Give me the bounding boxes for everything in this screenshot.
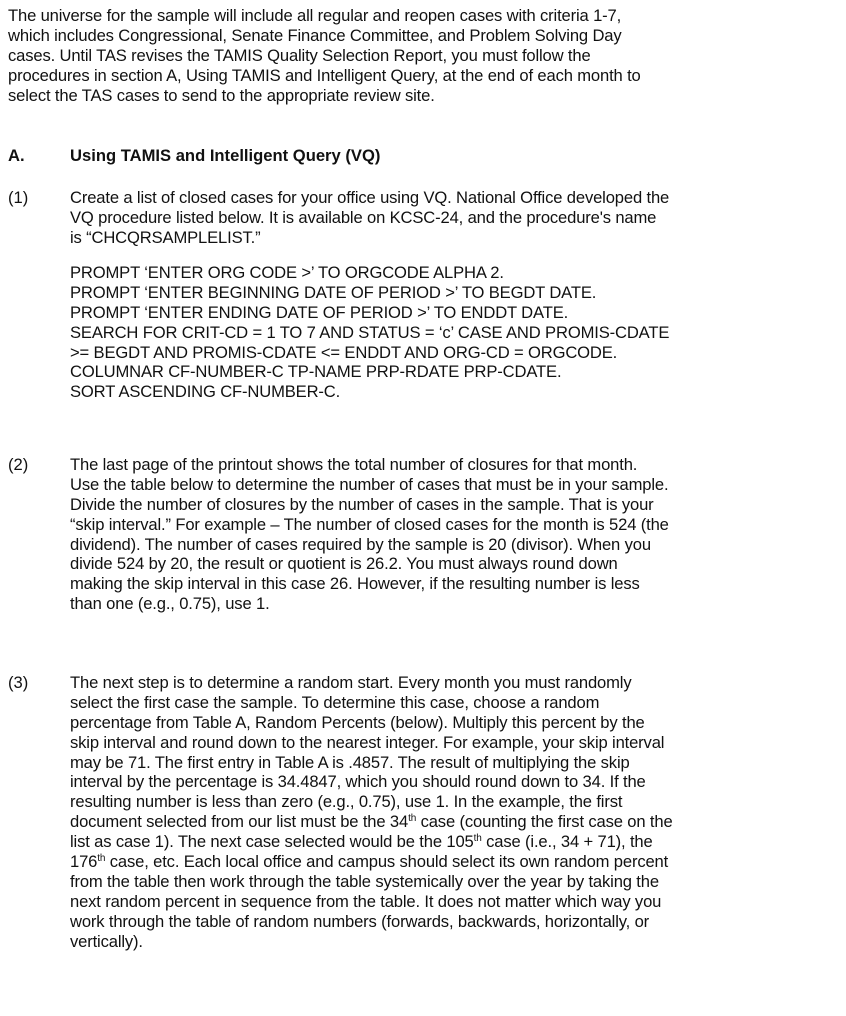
text-line: COLUMNAR CF-NUMBER-C TP-NAME PRP-RDATE PRP-CDATE. [70, 362, 562, 382]
text-line: PROMPT ‘ENTER ORG CODE >’ TO ORGCODE ALPHA 2. [70, 263, 504, 282]
text-line: PROMPT ‘ENTER ENDING DATE OF PERIOD >’ TO ENDDT DATE. [70, 302, 569, 322]
step-number: (2) [8, 455, 29, 474]
step-3 [0, 673, 846, 951]
step-1 [0, 188, 846, 248]
text-line: cases. Until TAS revises the TAMIS Quality Selection Report, you must follow the [8, 45, 591, 65]
text-line: divide 524 by 20, the result or quotient is 26.2. You must always round down [70, 554, 618, 574]
text-line: Use the table below to determine the number of cases that must be in your sample. [70, 474, 669, 494]
ordinal-suffix: th [473, 833, 482, 845]
text-line: >= BEGDT AND PROMIS-CDATE <= ENDDT AND ORG-CD = ORGCODE. [70, 342, 618, 362]
intro-paragraph [0, 6, 846, 105]
text-line: select the first case the sample. To determine this case, choose a random [70, 692, 600, 712]
text-line: SEARCH FOR CRIT-CD = 1 TO 7 AND STATUS = ‘c’ CASE AND PROMIS-CDATE [70, 322, 670, 342]
ordinal-suffix: th [408, 813, 417, 825]
step-number: (1) [8, 188, 29, 207]
text-line: PROMPT ‘ENTER BEGINNING DATE OF PERIOD >’ TO BEGDT DATE. [70, 282, 597, 302]
text-line: interval by the percentage is 34.4847, which you should round down to 34. If the [70, 772, 646, 792]
ordinal-suffix: th [97, 853, 106, 865]
text-line [0, 852, 846, 872]
step-number: (3) [8, 673, 29, 692]
section-heading [0, 146, 846, 166]
step-2 [0, 455, 846, 614]
text-line: vertically). [70, 931, 143, 951]
text-line: work through the table of random numbers (forwards, backwards, horizontally, or [70, 911, 650, 931]
text-line: VQ procedure listed below. It is available on KCSC-24, and the procedure's name [70, 207, 657, 227]
text-line: select the TAS cases to send to the appropriate review site. [8, 85, 435, 105]
vq-procedure-code [0, 263, 846, 402]
text-line: from the table then work through the table systemically over the year by taking the [70, 871, 659, 891]
text-segment: list as case 1). The next case selected would be the 105 [70, 832, 474, 852]
text-segment: case, etc. Each local office and campus should select its own random percent [105, 852, 669, 872]
text-line: may be 71. The first entry in Table A is .4857. The result of multiplying the skip [70, 752, 630, 772]
text-segment: document selected from our list must be the 34 [70, 812, 409, 832]
text-line: “skip interval.” For example – The number of closed cases for the month is 524 (the [70, 514, 669, 534]
text-line: percentage from Table A, Random Percents (below). Multiply this percent by the [70, 712, 645, 732]
text-line [0, 812, 846, 832]
text-line: making the skip interval in this case 26. However, if the resulting number is less [70, 574, 640, 594]
text-line: The last page of the printout shows the total number of closures for that month. [70, 455, 638, 474]
text-line [0, 832, 846, 852]
section-title: Using TAMIS and Intelligent Query (VQ) [70, 146, 381, 165]
text-line: which includes Congressional, Senate Finance Committee, and Problem Solving Day [8, 25, 622, 45]
text-line: dividend). The number of cases required by the sample is 20 (divisor). When you [70, 534, 651, 554]
text-line: than one (e.g., 0.75), use 1. [70, 594, 270, 614]
text-segment: case (counting the first case on the [416, 812, 673, 832]
text-segment: 176 [70, 852, 98, 872]
text-line: Divide the number of closures by the number of cases in the sample. That is your [70, 494, 654, 514]
text-segment: case (i.e., 34 + 71), the [481, 832, 653, 852]
text-line: skip interval and round down to the nearest integer. For example, your skip interval [70, 732, 665, 752]
text-line: Create a list of closed cases for your office using VQ. National Office developed the [70, 188, 670, 207]
text-line: procedures in section A, Using TAMIS and Intelligent Query, at the end of each month to [8, 65, 641, 85]
text-line: The universe for the sample will include all regular and reopen cases with criteria 1-7, [8, 6, 622, 25]
text-line: is “CHCQRSAMPLELIST.” [70, 227, 261, 247]
text-line: The next step is to determine a random start. Every month you must randomly [70, 673, 632, 692]
text-line: next random percent in sequence from the table. It does not matter which way you [70, 891, 662, 911]
section-label: A. [8, 146, 25, 165]
text-line: resulting number is less than zero (e.g., 0.75), use 1. In the example, the first [70, 792, 623, 812]
text-line: SORT ASCENDING CF-NUMBER-C. [70, 382, 341, 402]
